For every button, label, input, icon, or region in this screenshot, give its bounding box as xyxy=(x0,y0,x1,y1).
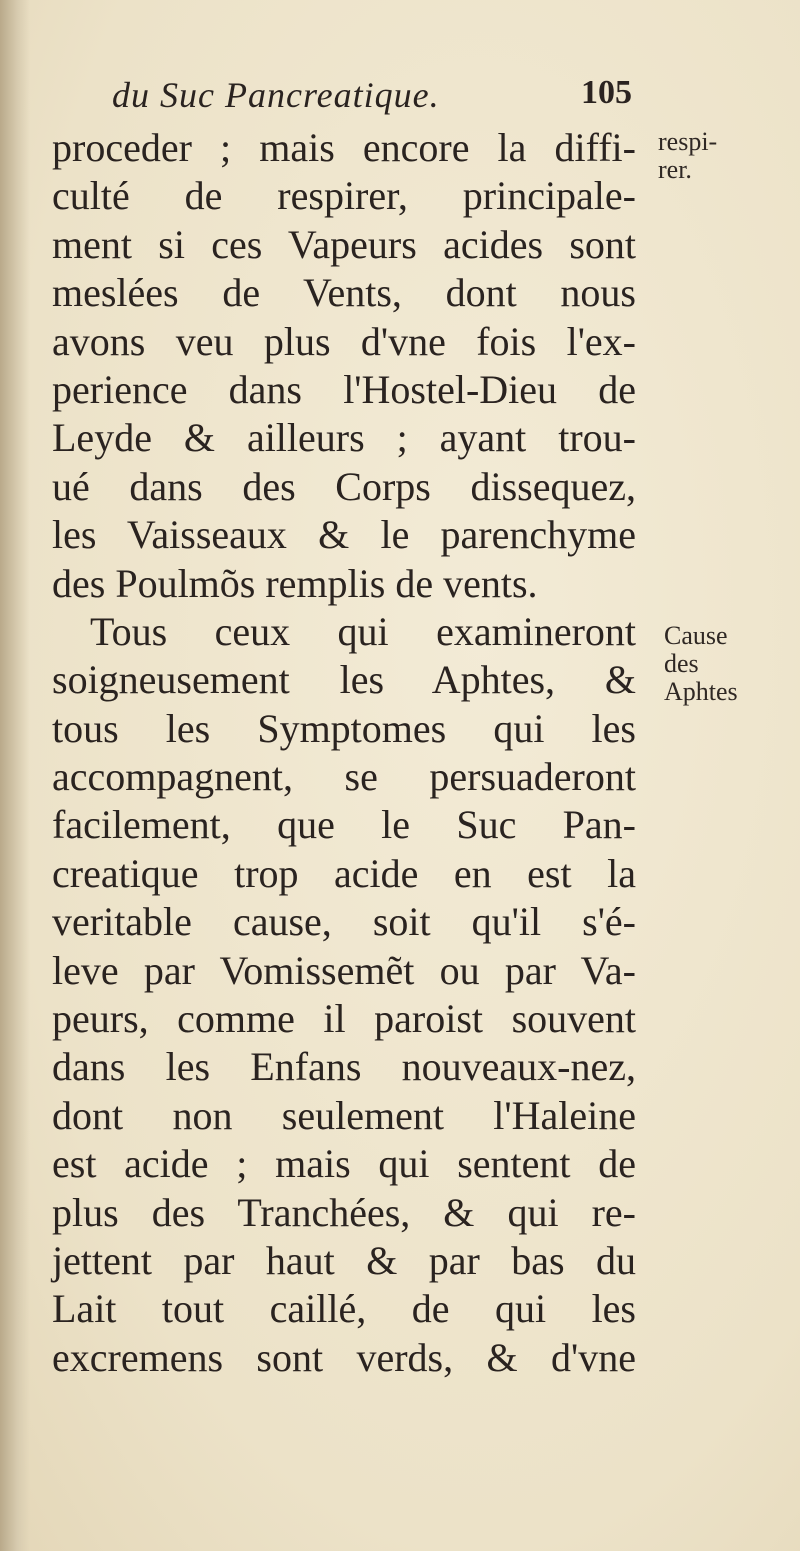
body-text xyxy=(52,124,636,1382)
text-line: excremens sont verds, & d'vne xyxy=(52,1334,636,1380)
text-line: avons veu plus d'vne fois l'ex- xyxy=(52,318,636,364)
text-line: plus des Tranchées, & qui re- xyxy=(52,1189,636,1235)
running-title: du Suc Pancreatique. xyxy=(112,75,440,115)
text-line: jettent par haut & par bas du xyxy=(52,1237,636,1283)
text-line: facilement, que le Suc Pan- xyxy=(52,802,636,848)
text-line: leve par Vomissemẽt ou par Va- xyxy=(52,947,636,993)
text-line: les Vaisseaux & le parenchyme xyxy=(52,512,636,558)
text-line: dont non seulement l'Haleine xyxy=(52,1092,636,1138)
paragraph-start-line: Tous ceux qui examineront xyxy=(90,608,636,654)
text-line: accompagnent, se persuaderont xyxy=(52,754,636,800)
margin-note-cause-des-aphtes xyxy=(664,622,738,706)
margin-note-line: respi- xyxy=(658,127,718,156)
margin-note-line: Aphtes xyxy=(664,677,738,706)
text-line: creatique trop acide en est la xyxy=(52,850,636,896)
text-line: perience dans l'Hostel-Dieu de xyxy=(52,366,636,412)
page-number: 105 xyxy=(581,74,632,111)
text-line: culté de respirer, principale- xyxy=(52,173,636,219)
text-line: Lait tout caillé, de qui les xyxy=(52,1286,636,1332)
text-line: ment si ces Vapeurs acides sont xyxy=(52,221,636,267)
page-header xyxy=(112,70,632,130)
text-line: meslées de Vents, dont nous xyxy=(52,270,636,316)
text-line: veritable cause, soit qu'il s'é- xyxy=(52,899,636,945)
margin-note-line: Cause xyxy=(664,621,728,650)
text-line: soigneusement les Aphtes, & xyxy=(52,657,636,703)
text-line: peurs, comme il paroist souvent xyxy=(52,996,636,1042)
text-line: dans les Enfans nouveaux-nez, xyxy=(52,1044,636,1090)
margin-note-line: rer. xyxy=(658,155,692,184)
binding-gutter xyxy=(0,0,30,1551)
margin-note-respirer xyxy=(658,128,717,184)
text-line: proceder ; mais encore la diffi- xyxy=(52,125,636,170)
text-line: des Poulmõs remplis de vents. xyxy=(52,560,538,606)
text-line: tous les Symptomes qui les xyxy=(52,705,636,751)
margin-note-line: des xyxy=(664,649,699,678)
text-line: est acide ; mais qui sentent de xyxy=(52,1141,636,1187)
text-line: Leyde & ailleurs ; ayant trou- xyxy=(52,415,636,461)
text-line: ué dans des Corps dissequez, xyxy=(52,463,636,509)
